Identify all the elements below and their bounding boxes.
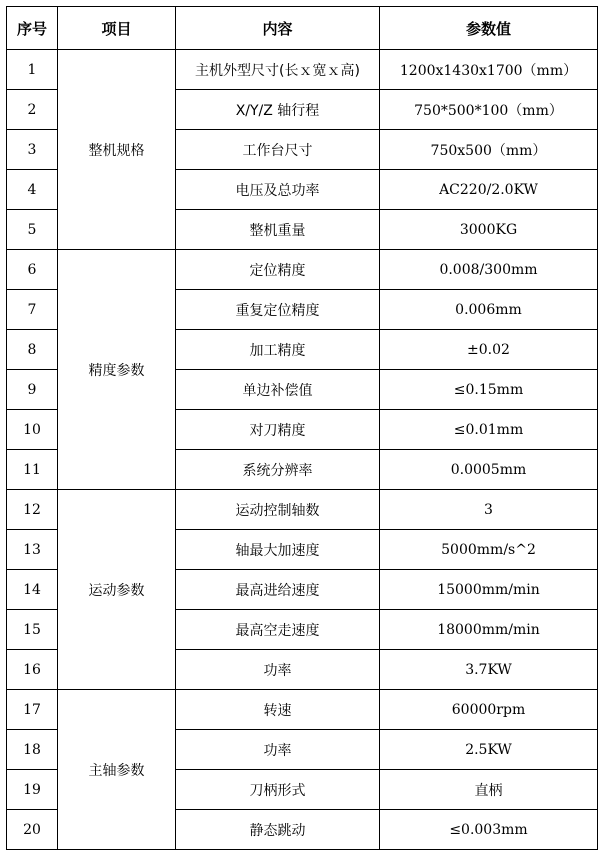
value-cell: 60000rpm (380, 690, 598, 730)
spec-body (7, 50, 598, 850)
category-cell: 整机规格 (58, 50, 176, 250)
row-number: 13 (7, 530, 58, 570)
value-cell: ≤0.15mm (380, 370, 598, 410)
row-number: 14 (7, 570, 58, 610)
row-number: 15 (7, 610, 58, 650)
content-cell: 转速 (176, 690, 380, 730)
row-number: 3 (7, 130, 58, 170)
content-cell: 最高空走速度 (176, 610, 380, 650)
header-row (7, 7, 598, 50)
content-cell: 功率 (176, 650, 380, 690)
value-cell: 18000mm/min (380, 610, 598, 650)
table-row (7, 690, 598, 730)
content-cell: X/Y/Z 轴行程 (176, 90, 380, 130)
row-number: 4 (7, 170, 58, 210)
category-cell: 运动参数 (58, 490, 176, 690)
content-cell: 主机外型尺寸(长ｘ宽ｘ高) (176, 50, 380, 90)
header-category: 项目 (58, 7, 176, 50)
header-no: 序号 (7, 7, 58, 50)
row-number: 19 (7, 770, 58, 810)
category-cell: 精度参数 (58, 250, 176, 490)
row-number: 5 (7, 210, 58, 250)
value-cell: 2.5KW (380, 730, 598, 770)
value-cell: 0.008/300mm (380, 250, 598, 290)
value-cell: ≤0.01mm (380, 410, 598, 450)
content-cell: 工作台尺寸 (176, 130, 380, 170)
table-row (7, 490, 598, 530)
value-cell: 3.7KW (380, 650, 598, 690)
value-cell: 750*500*100（mm） (380, 90, 598, 130)
value-cell: AC220/2.0KW (380, 170, 598, 210)
row-number: 18 (7, 730, 58, 770)
content-cell: 对刀精度 (176, 410, 380, 450)
row-number: 20 (7, 810, 58, 850)
row-number: 8 (7, 330, 58, 370)
content-cell: 重复定位精度 (176, 290, 380, 330)
content-cell: 功率 (176, 730, 380, 770)
row-number: 9 (7, 370, 58, 410)
content-cell: 加工精度 (176, 330, 380, 370)
content-cell: 轴最大加速度 (176, 530, 380, 570)
row-number: 11 (7, 450, 58, 490)
value-cell: 直柄 (380, 770, 598, 810)
table-row (7, 250, 598, 290)
content-cell: 电压及总功率 (176, 170, 380, 210)
row-number: 6 (7, 250, 58, 290)
value-cell: ≤0.003mm (380, 810, 598, 850)
spec-table (6, 6, 598, 850)
table-row (7, 50, 598, 90)
value-cell: 3 (380, 490, 598, 530)
content-cell: 最高进给速度 (176, 570, 380, 610)
value-cell: ±0.02 (380, 330, 598, 370)
content-cell: 整机重量 (176, 210, 380, 250)
category-cell: 主轴参数 (58, 690, 176, 850)
row-number: 7 (7, 290, 58, 330)
header-value: 参数值 (380, 7, 598, 50)
content-cell: 系统分辨率 (176, 450, 380, 490)
value-cell: 3000KG (380, 210, 598, 250)
content-cell: 静态跳动 (176, 810, 380, 850)
value-cell: 1200x1430x1700（mm） (380, 50, 598, 90)
row-number: 1 (7, 50, 58, 90)
value-cell: 15000mm/min (380, 570, 598, 610)
row-number: 16 (7, 650, 58, 690)
row-number: 17 (7, 690, 58, 730)
value-cell: 0.0005mm (380, 450, 598, 490)
row-number: 10 (7, 410, 58, 450)
row-number: 12 (7, 490, 58, 530)
row-number: 2 (7, 90, 58, 130)
content-cell: 定位精度 (176, 250, 380, 290)
value-cell: 0.006mm (380, 290, 598, 330)
value-cell: 750x500（mm） (380, 130, 598, 170)
content-cell: 运动控制轴数 (176, 490, 380, 530)
header-content: 内容 (176, 7, 380, 50)
content-cell: 刀柄形式 (176, 770, 380, 810)
content-cell: 单边补偿值 (176, 370, 380, 410)
value-cell: 5000mm/s^2 (380, 530, 598, 570)
